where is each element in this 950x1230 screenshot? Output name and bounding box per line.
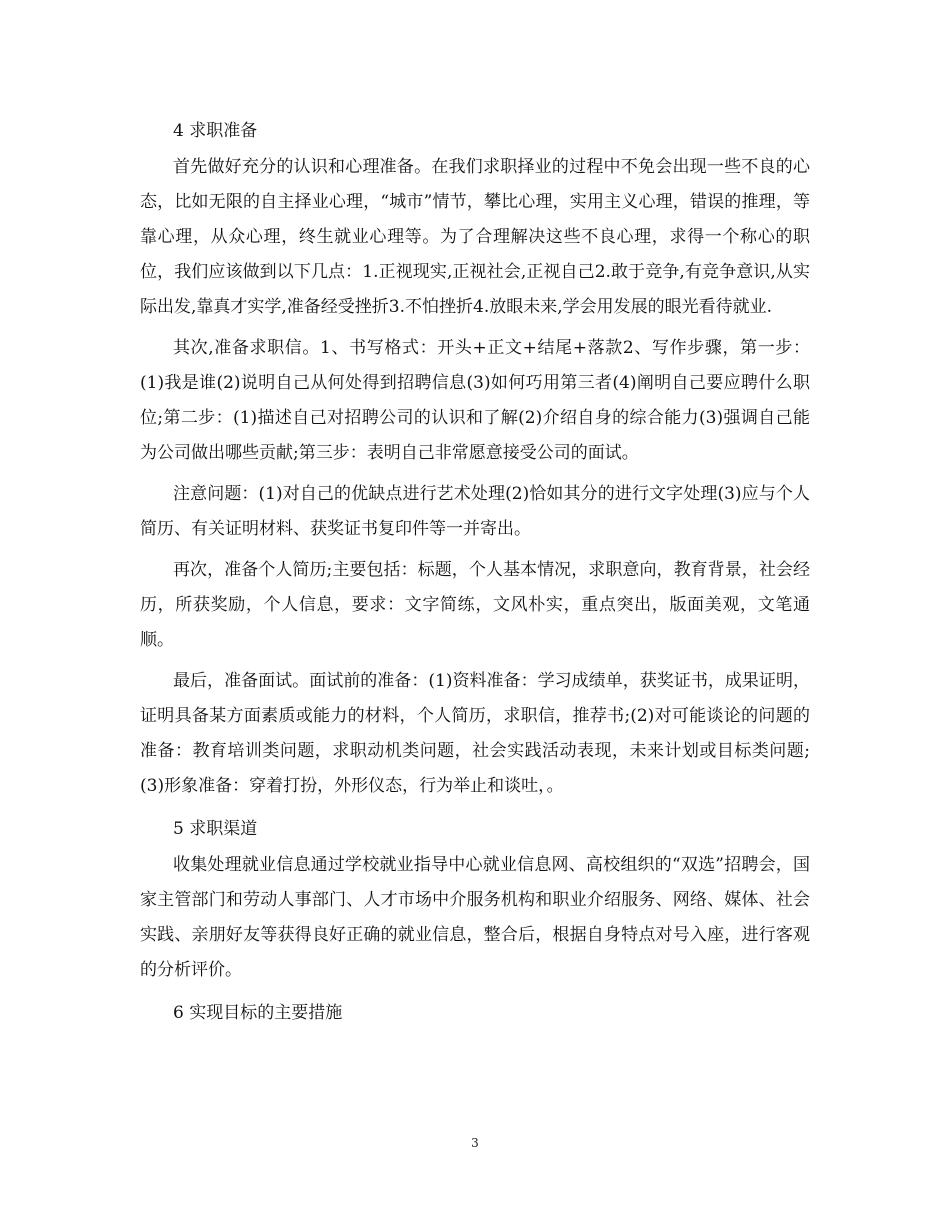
section-heading-6: 6 实现目标的主要措施	[173, 1003, 343, 1023]
paragraph-cover-letter: 其次,准备求职信。1、书写格式：开头+正文+结尾+落款2、写作步骤，第一步：(1)我是谁(2)说明自己从何处得到招聘信息(3)如何巧用第三者(4)阐明自己要应聘什么职位;第二步：(1)描述自己对招聘公司的认识和了解(2)介绍自身的综合能力(3)强调自己能为公司做出哪些贡献;第三步：表明自己非常愿意接受公司的面试。	[140, 338, 810, 463]
paragraph-job-channels: 收集处理就业信息通过学校就业指导中心就业信息网、高校组织的“双选”招聘会，国家主管部门和劳动人事部门、人才市场中介服务机构和职业介绍服务、网络、媒体、社会实践、亲朋好友等获得良好正确的就业信息，整合后，根据自身特点对号入座，进行客观的分析评价。	[140, 855, 810, 980]
paragraph-interview: 最后，准备面试。面试前的准备：(1)资料准备：学习成绩单，获奖证书，成果证明，证明具备某方面素质或能力的材料，个人简历，求职信，推荐书;(2)对可能谈论的问题的准备：教育培训类问题，求职动机类问题，社会实践活动表现，未来计划或目标类问题;(3)形象准备：穿着打扮，外形仪态，行为举止和谈吐，。	[140, 671, 810, 796]
section-heading-5: 5 求职渠道	[173, 819, 258, 839]
section-heading-4: 4 求职准备	[173, 121, 258, 141]
paragraph-resume: 再次，准备个人简历;主要包括：标题，个人基本情况，求职意向，教育背景，社会经历，所获奖励，个人信息，要求：文字简练，文风朴实，重点突出，版面美观，文笔通顺。	[140, 560, 810, 650]
paragraph-mental-preparation: 首先做好充分的认识和心理准备。在我们求职择业的过程中不免会出现一些不良的心态，比如无限的自主择业心理，“城市”情节，攀比心理，实用主义心理，错误的推理，等靠心理，从众心理，终生就业心理等。为了合理解决这些不良心理，求得一个称心的职位，我们应该做到以下几点：1.正视现实,正视社会,正视自己2.敢于竞争,有竞争意识,从实际出发,靠真才实学,准备经受挫折3.不怕挫折4.放眼未来,学会用发展的眼光看待就业.	[140, 157, 810, 317]
page-number: 3	[471, 1136, 479, 1150]
paragraph-notes: 注意问题：(1)对自己的优缺点进行艺术处理(2)恰如其分的进行文字处理(3)应与个人简历、有关证明材料、获奖证书复印件等一并寄出。	[140, 484, 810, 539]
document-body	[140, 112, 810, 1032]
